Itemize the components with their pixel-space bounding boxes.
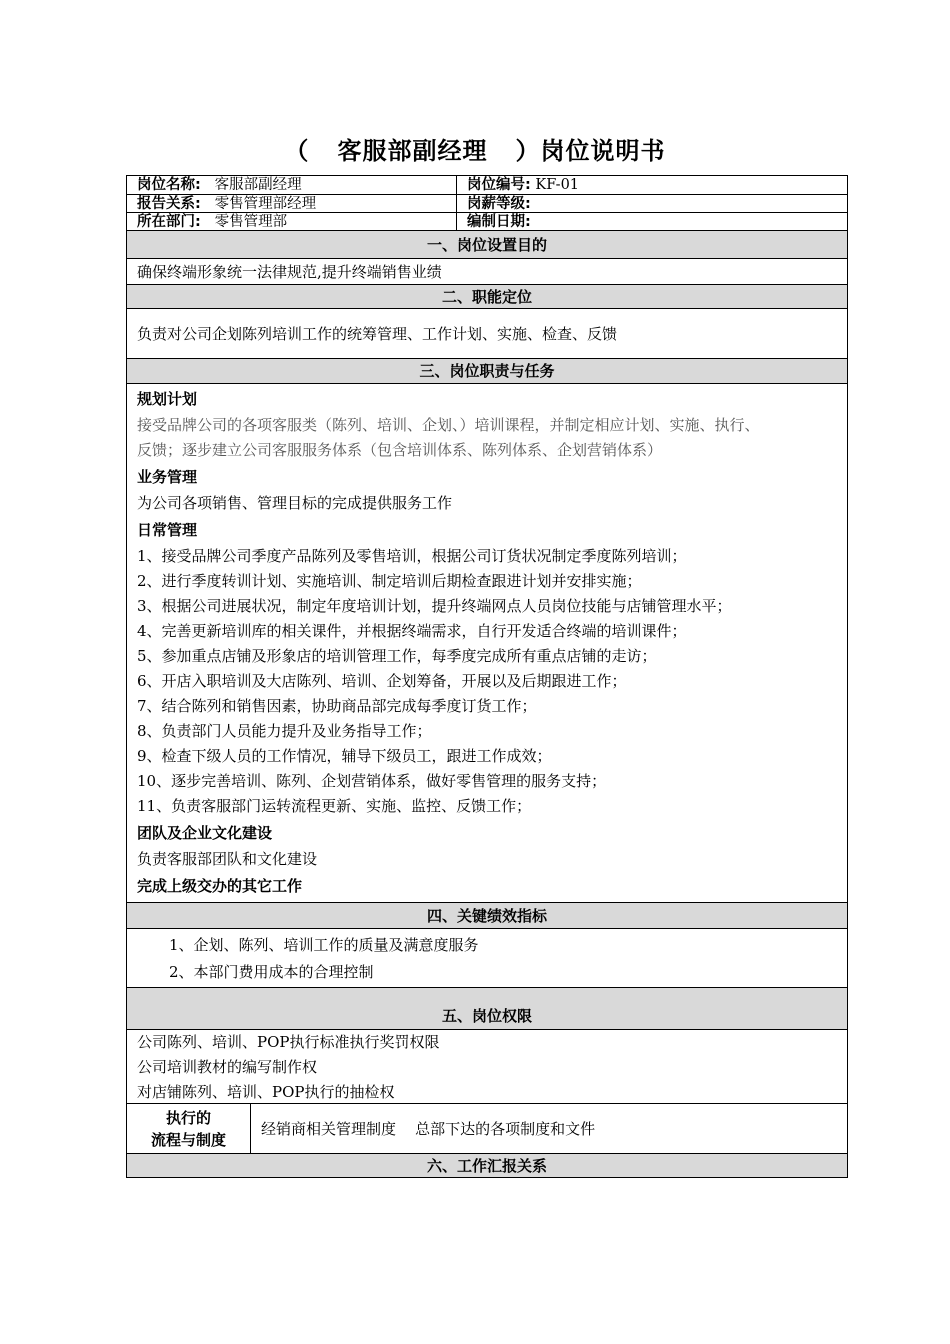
plan-text [127, 413, 847, 463]
process-text: 经销商相关管理制度 总部下达的各项制度和文件 [261, 1120, 596, 1138]
kpi-body [127, 928, 847, 987]
section-header-duties: 三、岗位职责与任务 [127, 358, 847, 383]
section-header-purpose: 一、岗位设置目的 [127, 230, 847, 258]
list-item: 2、本部门费用成本的合理控制 [169, 963, 374, 981]
duties-body [127, 383, 847, 902]
date-label: 编制日期: [467, 214, 531, 230]
section-header-reporting: 六、工作汇报关系 [127, 1153, 847, 1177]
list-item: 3、根据公司进展状况，制定年度培训计划，提升终端网点人员岗位技能与店铺管理水平； [137, 597, 732, 615]
job-name-label: 岗位名称: [137, 177, 201, 193]
dept-value: 零售管理部 [214, 214, 288, 230]
info-row-dept [127, 212, 847, 230]
section-header-function: 二、职能定位 [127, 284, 847, 308]
plan-subtitle: 规划计划 [137, 390, 198, 408]
job-code-value: KF-01 [535, 177, 580, 193]
section-header-authority: 五、岗位权限 [127, 987, 847, 1029]
salary-grade-label: 岗薪等级: [467, 196, 531, 212]
team-subtitle: 团队及企业文化建设 [137, 824, 273, 842]
dept-label: 所在部门: [137, 214, 201, 230]
daily-subtitle: 日常管理 [137, 521, 198, 539]
purpose-text: 确保终端形象统一法律规范,提升终端销售业绩 [127, 258, 847, 284]
function-text: 负责对公司企划陈列培训工作的统筹管理、工作计划、实施、检查、反馈 [127, 308, 847, 358]
daily-list [127, 544, 847, 819]
info-row-name [127, 176, 847, 194]
biz-subtitle: 业务管理 [137, 468, 198, 486]
plan-text-line: 接受品牌公司的各项客服类（陈列、培训、企划、）培训课程，并制定相应计划、实施、执行、 [137, 416, 760, 434]
team-text: 负责客服部团队和文化建设 [137, 850, 318, 868]
list-item: 9、检查下级人员的工作情况，辅导下级员工，跟进工作成效； [137, 747, 552, 765]
job-description-table [126, 175, 848, 1178]
job-code-label: 岗位编号: [467, 177, 531, 193]
list-item: 1、接受品牌公司季度产品陈列及零售培训，根据公司订货状况制定季度陈列培训； [137, 547, 687, 565]
list-item: 对店铺陈列、培训、POP执行的抽检权 [137, 1083, 395, 1101]
section-header-kpi: 四、关键绩效指标 [127, 902, 847, 928]
process-label: 执行的 流程与制度 [127, 1104, 251, 1153]
info-row-report [127, 194, 847, 212]
other-subtitle: 完成上级交办的其它工作 [137, 877, 303, 895]
page-title: （ 客服部副经理 ）岗位说明书 [284, 137, 666, 165]
report-label: 报告关系: [137, 196, 201, 212]
authority-body [127, 1029, 847, 1103]
report-value: 零售管理部经理 [214, 196, 317, 212]
list-item: 公司陈列、培训、POP执行标准执行奖罚权限 [137, 1033, 440, 1051]
list-item: 2、进行季度转训计划、实施培训、制定培训后期检查跟进计划并安排实施； [137, 572, 642, 590]
list-item: 6、开店入职培训及大店陈列、培训、企划筹备，开展以及后期跟进工作； [137, 672, 627, 690]
list-item: 5、参加重点店铺及形象店的培训管理工作，每季度完成所有重点店铺的走访； [137, 647, 657, 665]
list-item: 11、负责客服部门运转流程更新、实施、监控、反馈工作； [137, 797, 532, 815]
list-item: 公司培训教材的编写制作权 [137, 1058, 318, 1076]
list-item: 4、完善更新培训库的相关课件，并根据终端需求，自行开发适合终端的培训课件； [137, 622, 687, 640]
list-item: 7、结合陈列和销售因素，协助商品部完成每季度订货工作； [137, 697, 537, 715]
list-item: 1、企划、陈列、培训工作的质量及满意度服务 [169, 936, 479, 954]
list-item: 8、负责部门人员能力提升及业务指导工作； [137, 722, 432, 740]
plan-text-line: 反馈；逐步建立公司客服服务体系（包含培训体系、陈列体系、企划营销体系） [137, 441, 663, 459]
list-item: 10、逐步完善培训、陈列、企划营销体系，做好零售管理的服务支持； [137, 772, 607, 790]
biz-text: 为公司各项销售、管理目标的完成提供服务工作 [137, 494, 453, 512]
process-row [127, 1103, 847, 1153]
job-name-value: 客服部副经理 [214, 177, 302, 193]
